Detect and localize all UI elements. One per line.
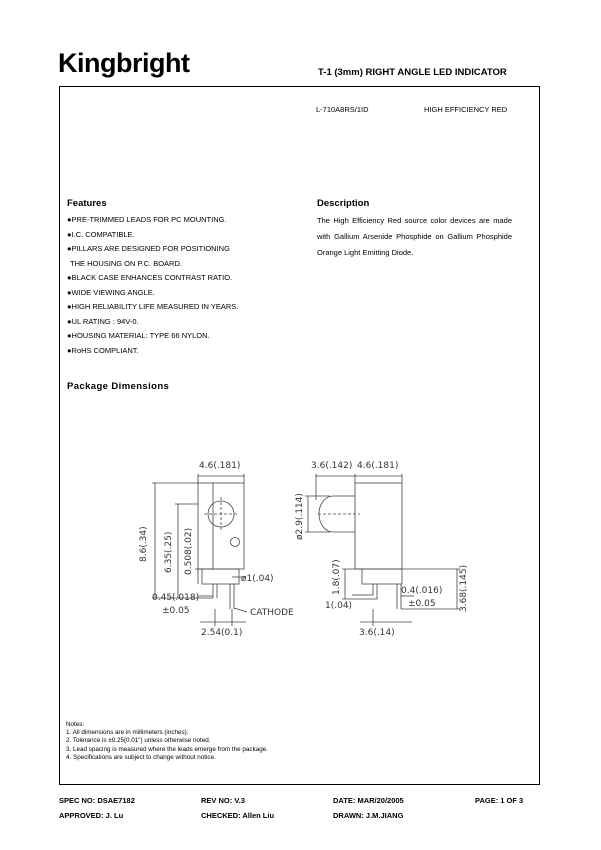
brand-logo: Kingbright <box>58 48 190 78</box>
leader-line <box>234 608 247 612</box>
features-heading: Features <box>67 198 107 209</box>
document-title: T-1 (3mm) RIGHT ANGLE LED INDICATOR <box>318 67 507 78</box>
front-pillar-circle <box>231 538 240 547</box>
front-body-outline <box>198 483 244 569</box>
dim-label: 0.4(.016) <box>401 586 443 596</box>
dim-label: ø2.9(.114) <box>295 493 305 540</box>
feature-item: ●RoHS COMPLIANT. <box>67 345 139 355</box>
part-number: L-710A8RS/1ID <box>316 105 369 114</box>
notes <box>66 721 268 762</box>
feature-item: ●PRE-TRIMMED LEADS FOR PC MOUNTING. <box>67 215 227 224</box>
feature-item: ●BLACK CASE ENHANCES CONTRAST RATIO. <box>67 273 233 282</box>
package-dimensions-heading: Package Dimensions <box>67 381 170 392</box>
revision-number: REV NO: V.3 <box>201 796 245 805</box>
dim-label: 1(.04) <box>325 601 353 611</box>
dim-label: 3.68(.145) <box>459 564 469 612</box>
emitting-color: HIGH EFFICIENCY RED <box>424 105 508 114</box>
dim-label: 0.508(.02) <box>184 527 194 575</box>
feature-item: ●HIGH RELIABILITY LIFE MEASURED IN YEARS. <box>67 302 239 311</box>
approved-by: APPROVED: J. Lu <box>59 811 124 820</box>
dim-label: 3.6(.142) <box>311 461 353 471</box>
note-item: 3. Lead spacing is measured where the leads emerge from the package. <box>66 745 268 753</box>
feature-item: ●UL RATING : 94V-0. <box>67 316 139 326</box>
dim-label: 6.35(.25) <box>164 531 174 573</box>
side-lead-bend <box>368 584 373 595</box>
note-item: 1. All dimensions are in millimeters (inches). <box>66 729 189 737</box>
description-text: The High Efficiency Red source color devices are made with Gallium Arsenide Phosphide on Gallium Phosphide Orange Light Emitting Diode. <box>317 216 512 257</box>
drawn-by: DRAWN: J.M.JIANG <box>333 811 404 820</box>
feature-item: THE HOUSING ON P.C. BOARD. <box>70 258 182 268</box>
front-base <box>202 569 239 584</box>
spec-date: DATE: MAR/20/2005 <box>333 796 404 805</box>
dim-label: 2.54(0.1) <box>201 628 243 638</box>
description-heading: Description <box>317 198 370 209</box>
feature-item: ●PILLARS ARE DESIGNED FOR POSITIONING <box>67 244 230 253</box>
dim-label: ±0.05 <box>408 599 436 609</box>
dim-label: ø1(.04) <box>241 574 274 584</box>
note-item: 2. Tolerance is ±0.25(0.01") unless otherwise noted. <box>66 737 211 745</box>
dim-label: 4.6(.181) <box>199 461 241 471</box>
dim-label: 0.45(.018) <box>152 593 200 603</box>
cathode-label: CATHODE <box>250 608 294 618</box>
notes-heading: Notes: <box>66 721 85 728</box>
dim-label: 3.6(.14) <box>359 628 395 638</box>
side-base <box>362 569 402 584</box>
page-number: PAGE: 1 OF 3 <box>475 796 524 805</box>
dim-label: 8.6(.34) <box>139 526 149 562</box>
note-item: 4. Specifications are subject to change without notice. <box>66 753 216 761</box>
feature-item: ●WIDE VIEWING ANGLE. <box>67 287 155 297</box>
feature-item: ●I.C. COMPATIBLE. <box>67 229 135 239</box>
checked-by: CHECKED: Allen Liu <box>201 811 275 820</box>
feature-item: ●HOUSING MATERIAL: TYPE 66 NYLON. <box>67 331 210 340</box>
spec-number: SPEC NO: DSAE7182 <box>59 796 135 805</box>
dim-label: 4.6(.181) <box>357 461 399 471</box>
dim-label: ±0.05 <box>162 606 190 616</box>
side-lead-bend <box>368 584 377 599</box>
dim-label: 1.8(.07) <box>332 559 342 595</box>
side-body-outline <box>355 483 402 569</box>
